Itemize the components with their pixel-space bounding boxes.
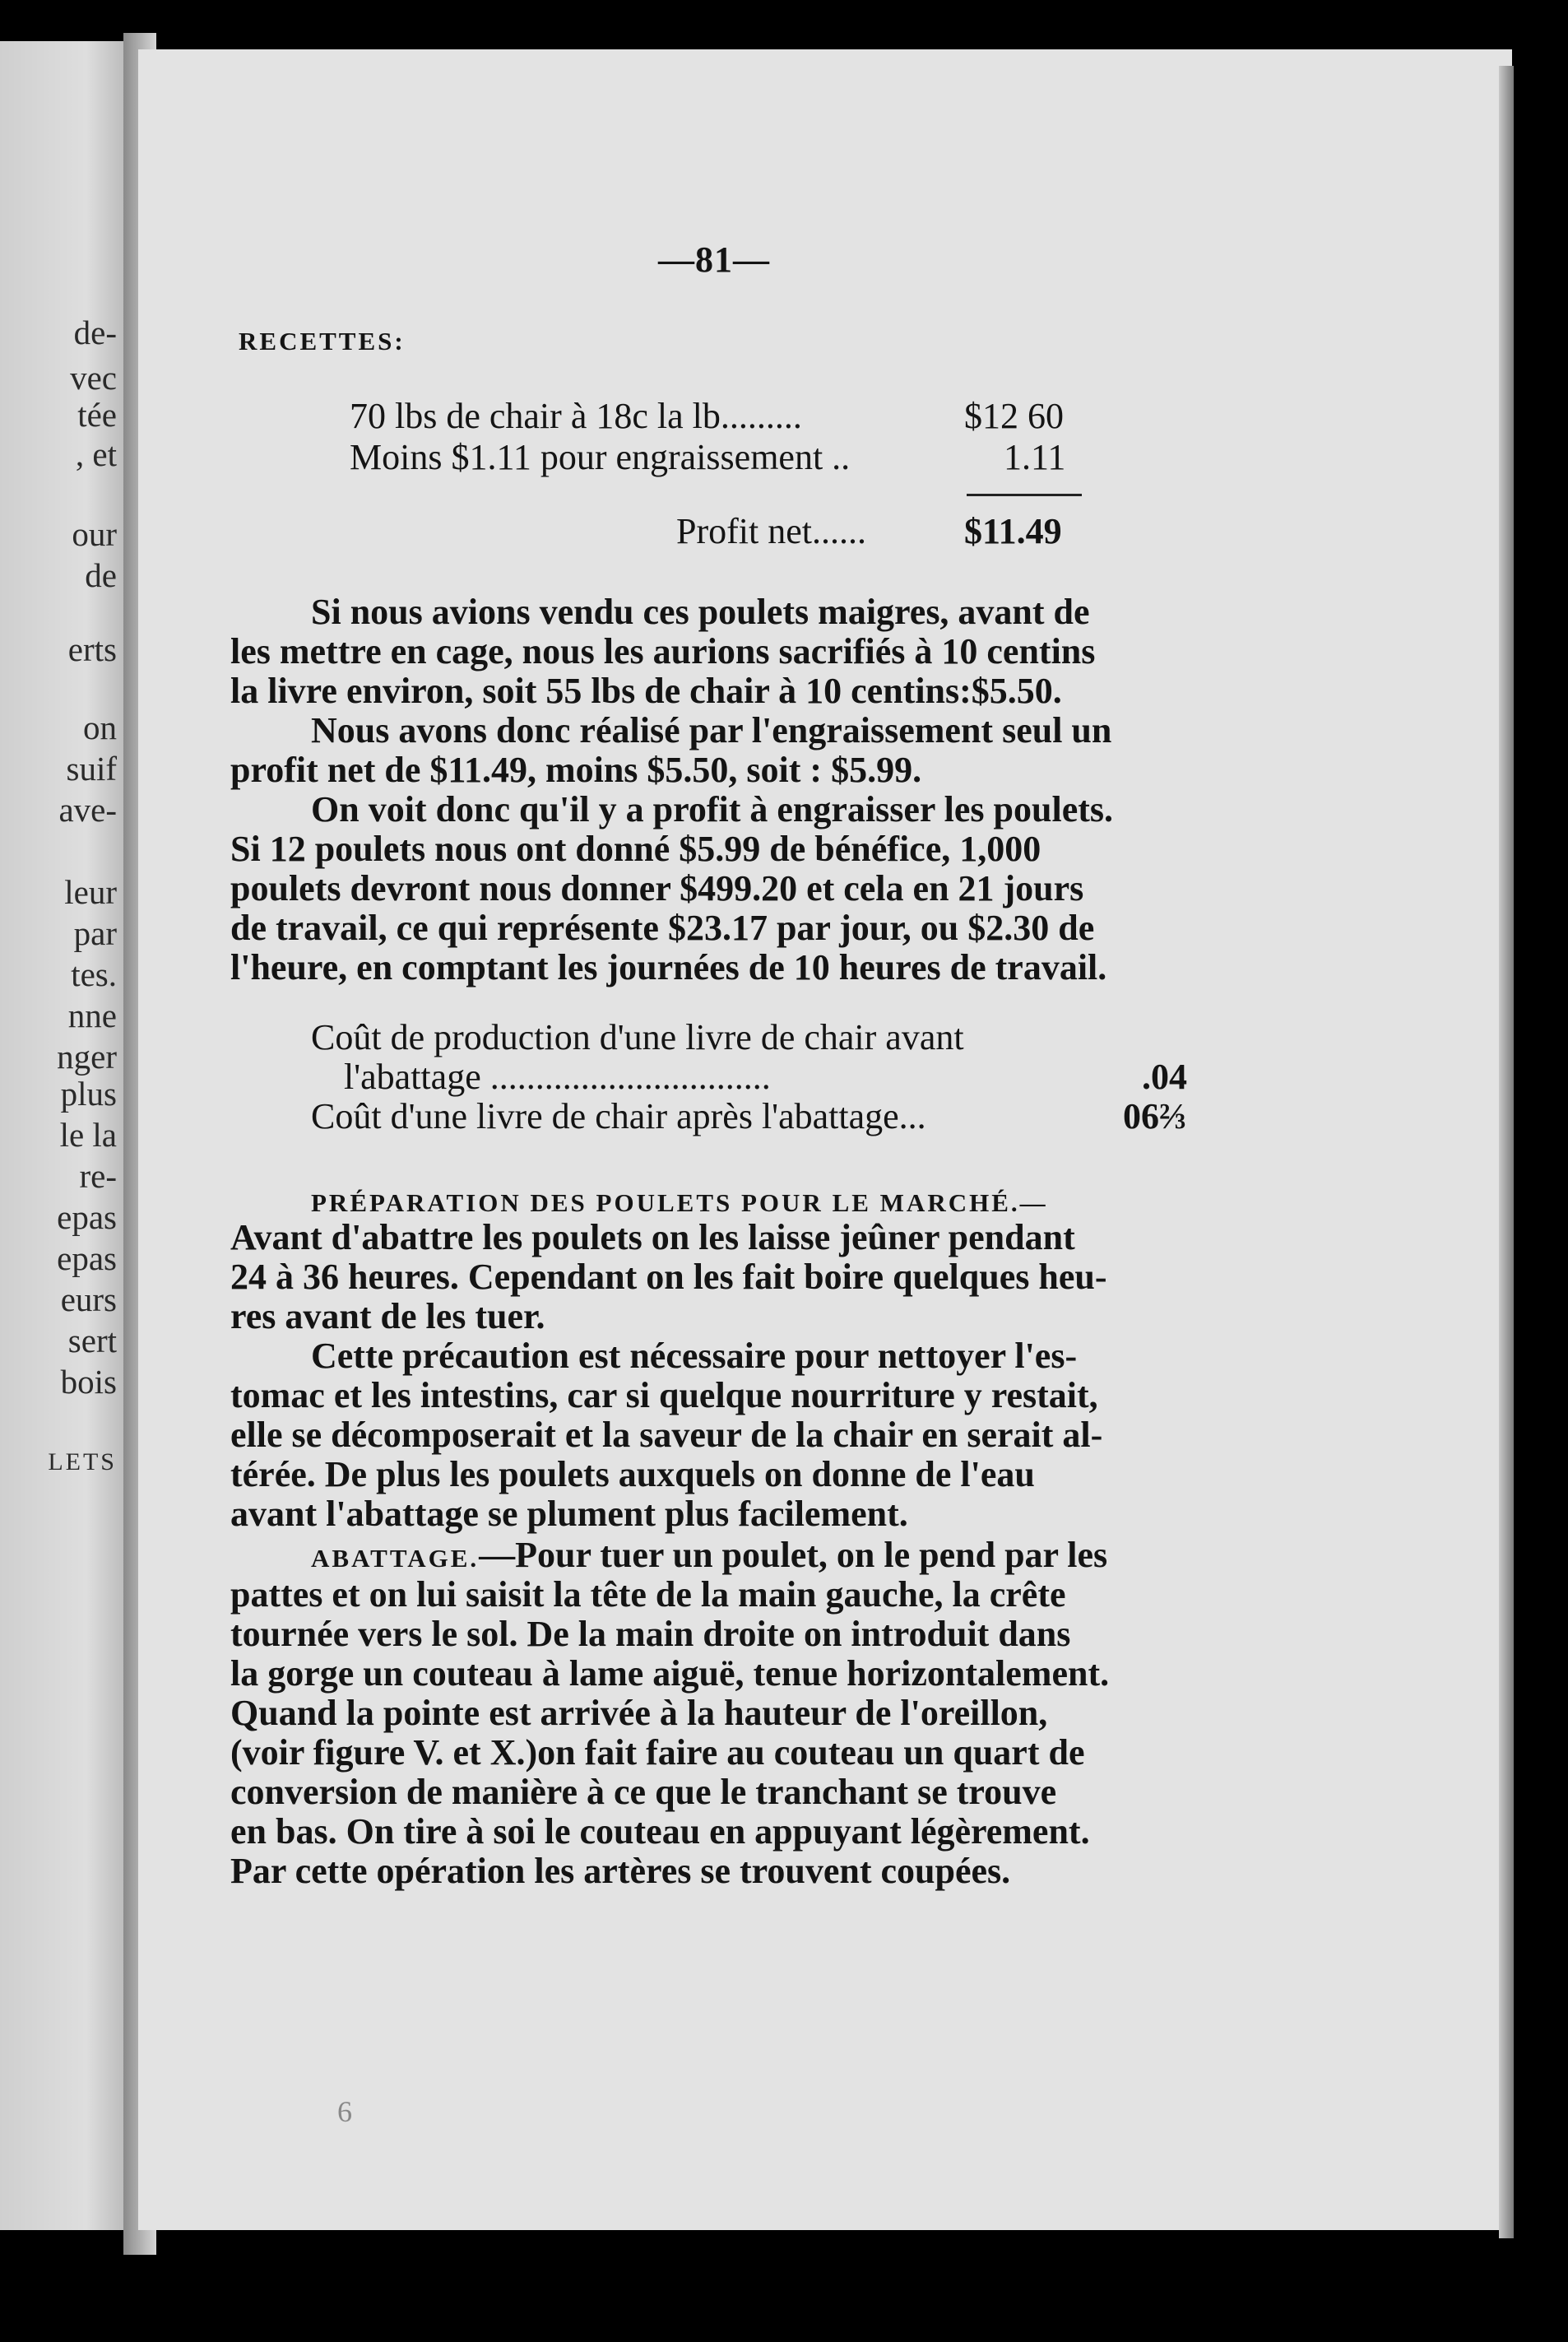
paragraph-line: de travail, ce qui représente $23.17 par jour, ou $2.30 de <box>230 908 1095 948</box>
left-fragment: re- <box>79 1157 117 1195</box>
left-fragment: eurs <box>60 1280 117 1318</box>
paragraph-line: profit net de $11.49, moins $5.50, soit : $5.99. <box>230 750 922 790</box>
paragraph-line: les mettre en cage, nous les aurions sacrifiés à 10 centins <box>230 631 1096 671</box>
recettes-heading: RECETTES: <box>239 327 406 355</box>
left-fragment: epas <box>57 1239 117 1277</box>
left-page-edge <box>0 41 123 2230</box>
sum-rule <box>967 494 1082 496</box>
preparation-line: térée. De plus les poulets auxquels on donne de l'eau <box>230 1454 1035 1494</box>
left-fragment: plus <box>60 1075 117 1113</box>
preparation-heading-text: PRÉPARATION DES POULETS POUR LE MARCHÉ.— <box>311 1188 1048 1217</box>
cost-line-1: Coût de production d'une livre de chair avant <box>311 1017 964 1057</box>
abattage-first-line-text: —Pour tuer un poulet, on le pend par les <box>479 1535 1108 1575</box>
abattage-line: en bas. On tire à soi le couteau en appuyant légèrement. <box>230 1811 1090 1852</box>
left-fragment: our <box>72 515 117 553</box>
left-fragment: nne <box>67 997 117 1034</box>
left-fragment: tes. <box>71 955 117 993</box>
left-fragment: bois <box>60 1363 117 1401</box>
preparation-line: elle se décomposerait et la saveur de la chair en serait al- <box>230 1415 1103 1455</box>
abattage-line: Par cette opération les artères se trouvent coupées. <box>230 1851 1011 1891</box>
left-fragment: vec <box>70 359 117 397</box>
left-fragment: sert <box>67 1322 117 1359</box>
left-fragment: leur <box>64 873 117 911</box>
cost-line-3-label: Coût d'une livre de chair après l'abattage... <box>311 1096 926 1136</box>
preparation-line: 24 à 36 heures. Cependant on les fait boire quelques heu- <box>230 1257 1107 1297</box>
left-fragment: de <box>85 556 117 594</box>
preparation-line: res avant de les tuer. <box>230 1296 545 1336</box>
left-fragment: erts <box>67 630 117 668</box>
abattage-heading: ABATTAGE. <box>311 1544 480 1573</box>
left-fragment: par <box>73 914 117 952</box>
paragraph-line: poulets devront nous donner $499.20 et cela en 21 jours <box>230 868 1084 908</box>
left-fragment: epas <box>57 1198 117 1236</box>
account-line-2 <box>350 436 850 478</box>
profit-label: Profit net...... <box>676 511 866 551</box>
preparation-line: Cette précaution est nécessaire pour nettoyer l'es- <box>311 1336 1078 1376</box>
abattage-line: tournée vers le sol. De la main droite on introduit dans <box>230 1614 1071 1654</box>
abattage-line: Quand la pointe est arrivée à la hauteur de l'oreillon, <box>230 1693 1048 1733</box>
paragraph-line: Si nous avions vendu ces poulets maigres, avant de <box>311 592 1090 632</box>
paragraph-line: la livre environ, soit 55 lbs de chair à 10 centins:$5.50. <box>230 671 1062 711</box>
preparation-line: Avant d'abattre les poulets on les laisse jeûner pendant <box>230 1217 1075 1257</box>
profit-amount: $11.49 <box>964 511 1062 551</box>
left-fragment: LETS <box>48 1448 117 1475</box>
left-fragment: ave- <box>58 791 117 829</box>
left-fragment: de- <box>73 314 117 351</box>
preparation-heading <box>311 1178 1282 1220</box>
abattage-first-line <box>311 1534 1282 1576</box>
abattage-line: pattes et on lui saisit la tête de la main gauche, la crête <box>230 1574 1066 1615</box>
account-line-1-label: 70 lbs de chair à 18c la lb......... <box>350 396 802 436</box>
left-fragment: nger <box>57 1038 117 1076</box>
paragraph-line: On voit donc qu'il y a profit à engraisser les poulets. <box>311 789 1114 829</box>
preparation-line: avant l'abattage se plument plus facilement. <box>230 1494 908 1534</box>
left-fragment: suif <box>66 750 117 788</box>
paragraph-line: Si 12 poulets nous ont donné $5.99 de bénéfice, 1,000 <box>230 829 1041 869</box>
account-line-1-amount: $12 60 <box>964 396 1064 436</box>
left-fragment: on <box>83 709 117 746</box>
abattage-line: conversion de manière à ce que le tranchant se trouve <box>230 1772 1057 1812</box>
cost-line-3-amount: 06⅔ <box>1123 1096 1186 1136</box>
book-page <box>138 49 1512 2230</box>
left-fragment: , et <box>75 435 117 473</box>
left-fragment: tée <box>77 396 117 434</box>
paragraph-line: Nous avons donc réalisé par l'engraissement seul un <box>311 710 1112 750</box>
account-line-1 <box>350 395 802 437</box>
account-line-2-label: Moins $1.11 pour engraissement .. <box>350 437 851 477</box>
page-number: —81— <box>658 239 770 280</box>
abattage-line: la gorge un couteau à lame aiguë, tenue horizontalement. <box>230 1653 1110 1694</box>
cost-line-2-amount: .04 <box>1142 1057 1187 1097</box>
preparation-line: tomac et les intestins, car si quelque nourriture y restait, <box>230 1375 1098 1415</box>
paragraph-line: l'heure, en comptant les journées de 10 heures de travail. <box>230 947 1107 987</box>
account-line-2-amount: 1.11 <box>1004 437 1066 477</box>
abattage-line: (voir figure V. et X.)on fait faire au couteau un quart de <box>230 1732 1085 1773</box>
cost-line-2-label: l'abattage ............................... <box>344 1057 771 1097</box>
left-fragment: le la <box>59 1116 117 1154</box>
signature-mark: 6 <box>337 2095 352 2128</box>
page-edge-shadow <box>1499 66 1514 2238</box>
